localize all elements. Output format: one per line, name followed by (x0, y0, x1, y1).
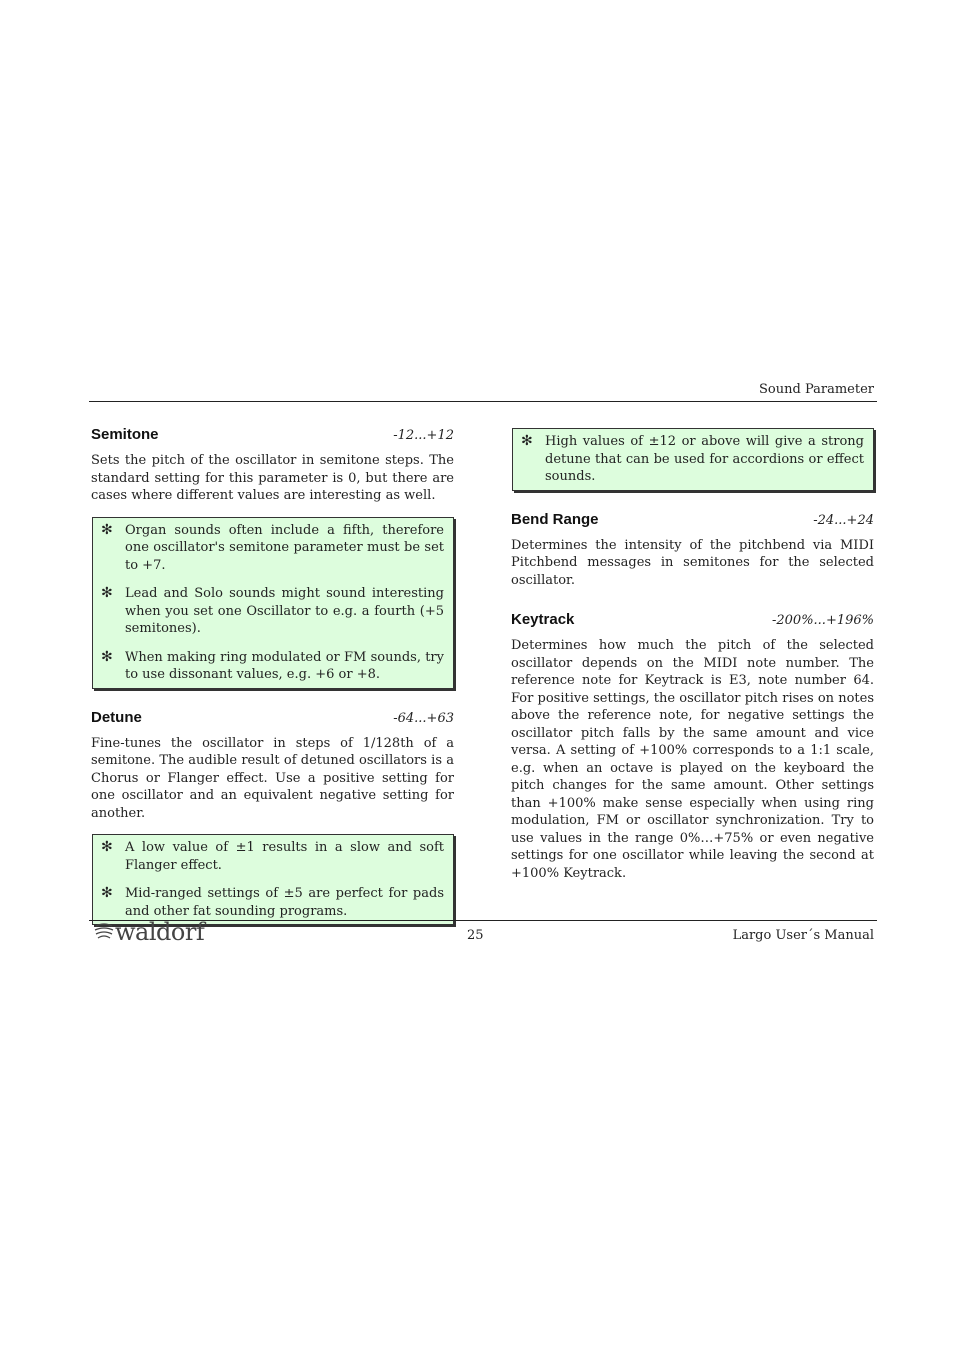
header-rule (89, 401, 877, 402)
asterisk-bullet-icon: ✻ (101, 648, 113, 665)
tip-text: Lead and Solo sounds might sound interesting when you set one Oscillator to e.g. a fourth (+5 semitones). (125, 586, 444, 636)
tip-item (101, 649, 444, 684)
semitone-title: Semitone (91, 426, 159, 443)
tip-text: Mid-ranged settings of ±5 are perfect for pads and other fat sounding programs. (125, 886, 444, 919)
tip-item (521, 433, 864, 486)
manual-title: Largo User´s Manual (732, 928, 874, 943)
section-label: Sound Parameter (759, 382, 874, 397)
tip-text: High values of ±12 or above will give a strong detune that can be used for accordions or effect sounds. (545, 434, 864, 484)
asterisk-bullet-icon: ✻ (101, 585, 113, 601)
keytrack-title: Keytrack (511, 611, 575, 628)
asterisk-bullet-icon: ✻ (101, 521, 113, 538)
tip-text: Organ sounds often include a fifth, therefore one oscillator's semitone parameter must be set to +7. (125, 522, 444, 573)
detune-range: -64...+63 (393, 710, 454, 726)
waldorf-swirl-icon (93, 921, 115, 943)
footer-rule (89, 920, 877, 921)
logo-wordmark: waldorf (115, 918, 205, 946)
bend-range-description: Determines the intensity of the pitchbend via MIDI Pitchbend messages in semitones for the selected oscillator. (511, 537, 874, 588)
keytrack-description: Determines how much the pitch of the selected oscillator depends on the MIDI note number. The reference note for Keytrack is E3, note number 64. For positive settings, the oscillator pitch rises on notes above the reference note, for negative settings the oscillator pitch falls by the same amount and vice versa. A setting of +100% corresponds to a 1:1 scale, e.g. when an octave is played on the keyboard the pitch changes for the same amount. Other settings than +100% make sense especially when using ring modulation, FM or oscillator synchronization. Try to use values in the range 0%…+75% or even negative settings for one oscillator while leaving the second at +100% Keytrack. (511, 638, 874, 881)
keytrack-header (511, 611, 874, 628)
left-column (91, 426, 454, 945)
asterisk-bullet-icon: ✻ (101, 885, 113, 901)
bend-range-range: -24...+24 (813, 512, 874, 528)
tip-text: A low value of ±1 results in a slow and soft Flanger effect. (125, 840, 444, 873)
tip-item (101, 839, 444, 874)
keytrack-range: -200%...+196% (771, 613, 874, 628)
asterisk-bullet-icon: ✻ (101, 839, 113, 855)
right-column (511, 428, 874, 894)
bend-range-header (511, 511, 874, 528)
detune-title: Detune (91, 708, 142, 726)
bend-range-title: Bend Range (511, 510, 599, 528)
asterisk-bullet-icon: ✻ (521, 433, 533, 449)
detune-continued-tip-box (512, 428, 874, 491)
tip-item (101, 585, 444, 638)
semitone-header (91, 426, 454, 443)
tip-text: When making ring modulated or FM sounds, try to use dissonant values, e.g. +6 or +8. (125, 649, 444, 682)
waldorf-logo-icon (93, 919, 204, 945)
semitone-tip-box (92, 517, 454, 689)
page-number: 25 (467, 928, 484, 943)
detune-description: Fine-tunes the oscillator in steps of 1/128th of a semitone. The audible result of detuned oscillators is a Chorus or Flanger effect. Use a positive setting for one oscillator and an equivalent negative setting for another. (91, 735, 454, 821)
tip-item (101, 885, 444, 920)
semitone-range: -12...+12 (393, 428, 454, 443)
detune-tip-box (92, 834, 454, 925)
semitone-description: Sets the pitch of the oscillator in semitone steps. The standard setting for this parameter is 0, but there are cases where different values are interesting as well. (91, 453, 454, 503)
detune-header (91, 709, 454, 726)
tip-item (101, 522, 444, 575)
